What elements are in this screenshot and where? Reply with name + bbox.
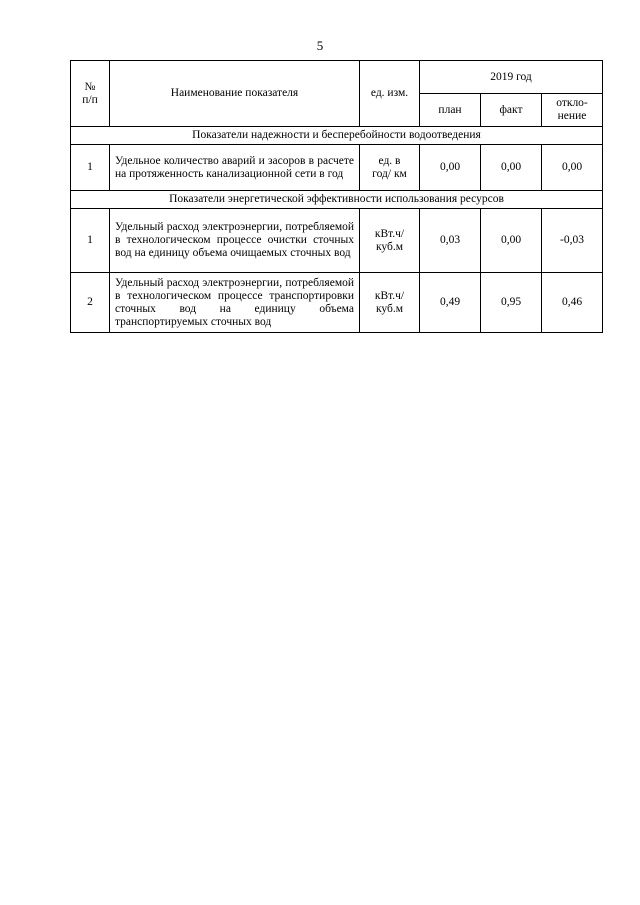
row-fact: 0,00 [481,145,542,191]
header-fact: факт [481,94,542,127]
row-deviation: -0,03 [542,209,603,273]
section-title-energy: Показатели энергетической эффективности использования ресурсов [71,191,603,209]
header-name: Наименование показателя [110,61,360,127]
indicators-table [70,60,603,333]
header-plan: план [420,94,481,127]
table-row [71,273,603,333]
row-unit: кВт.ч/ куб.м [360,273,420,333]
row-name: Удельный расход электроэнергии, потребляемой в технологическом процессе транспортировки сточных вод на единицу объема транспортируемых сточных вод [110,273,360,333]
header-deviation: откло- нение [542,94,603,127]
row-plan: 0,00 [420,145,481,191]
row-unit: ед. в год/ км [360,145,420,191]
row-num: 1 [71,145,110,191]
row-name: Удельное количество аварий и засоров в расчете на протяженность канализационной сети в год [110,145,360,191]
section-title-reliability: Показатели надежности и бесперебойности водоотведения [71,127,603,145]
row-unit: кВт.ч/ куб.м [360,209,420,273]
row-deviation: 0,46 [542,273,603,333]
table-row [71,209,603,273]
row-plan: 0,03 [420,209,481,273]
header-year: 2019 год [420,61,603,94]
row-name: Удельный расход электроэнергии, потребляемой в технологическом процессе очистки сточных вод на единицу объема очищаемых сточных вод [110,209,360,273]
row-fact: 0,00 [481,209,542,273]
table-row [71,145,603,191]
header-num: № п/п [71,61,110,127]
header-unit: ед. изм. [360,61,420,127]
row-plan: 0,49 [420,273,481,333]
row-deviation: 0,00 [542,145,603,191]
page-number: 5 [316,38,324,53]
row-num: 2 [71,273,110,333]
row-num: 1 [71,209,110,273]
row-fact: 0,95 [481,273,542,333]
